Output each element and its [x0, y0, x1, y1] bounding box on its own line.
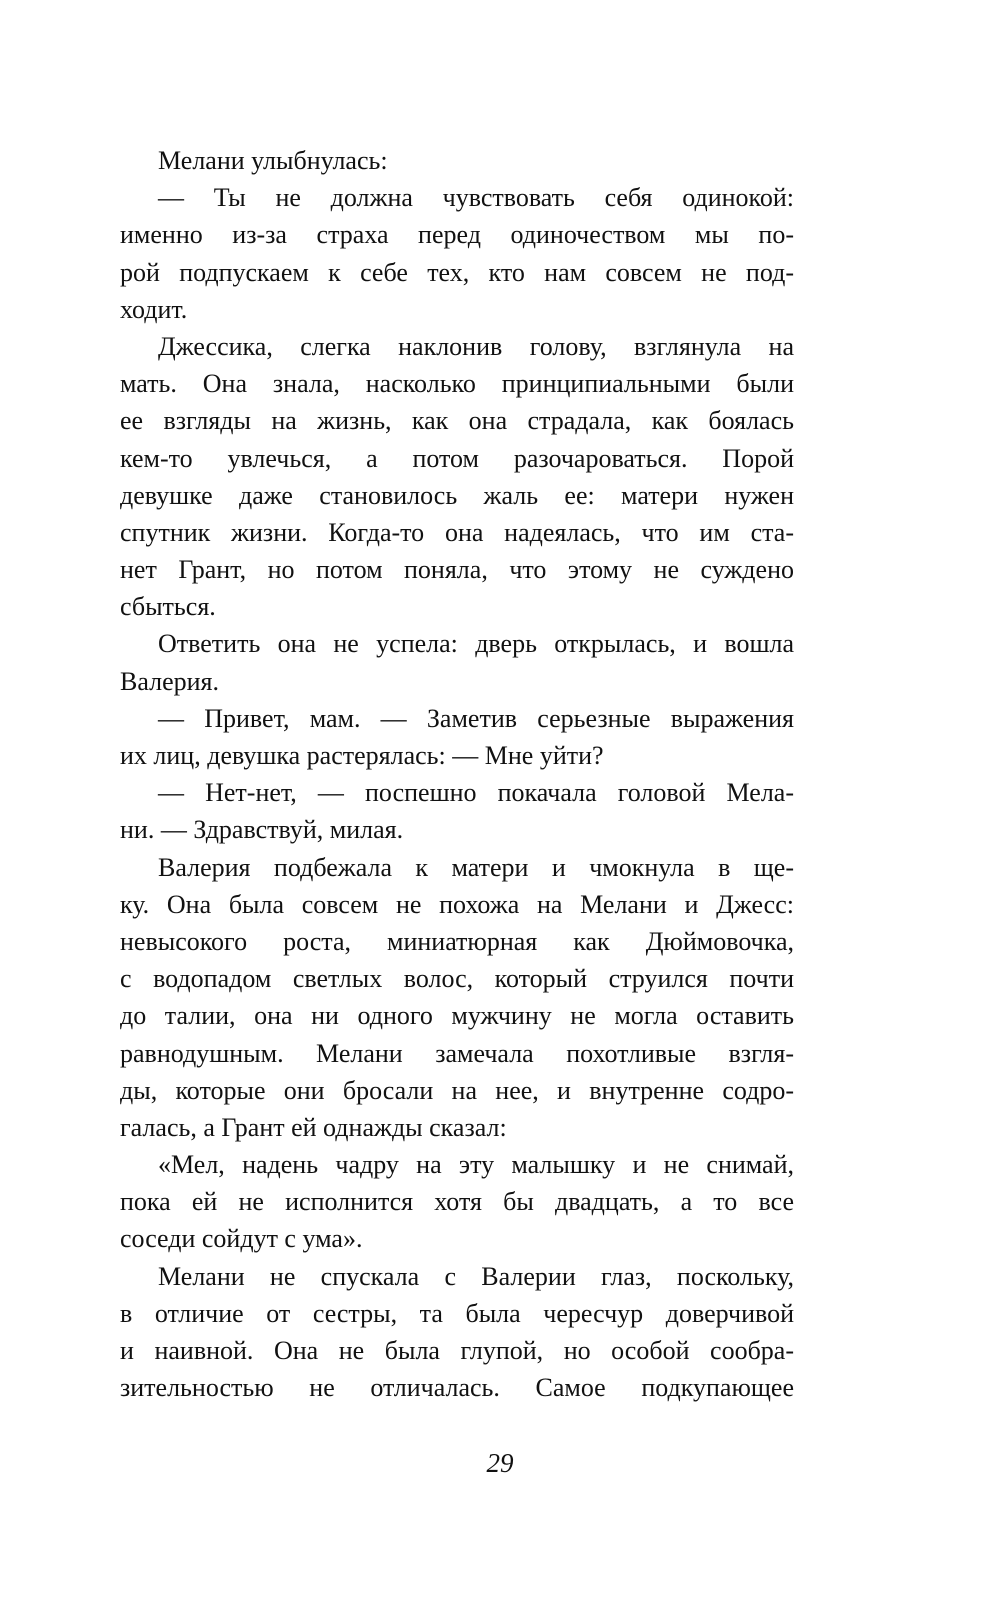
- text-line: — Привет, мам. — Заметив серьезные выражения: [158, 703, 794, 733]
- text-line: нет Грант, но потом поняла, что этому не суждено: [120, 555, 794, 585]
- text-line: ни. — Здравствуй, милая.: [120, 815, 404, 845]
- page-body: [120, 142, 794, 1406]
- text-line: пока ей не исполнится хотя бы двадцать, а то все: [120, 1187, 794, 1217]
- text-line: кем-то увлечься, а потом разочароваться. Порой: [120, 443, 794, 473]
- text-line: галась, а Грант ей однажды сказал:: [120, 1112, 507, 1142]
- text-line: соседи сойдут с ума».: [120, 1224, 363, 1254]
- text-line: — Ты не должна чувствовать себя одинокой:: [158, 183, 794, 213]
- text-line: Мелани не спускала с Валерии глаз, поскольку,: [158, 1261, 794, 1291]
- text-line: ды, которые они бросали на нее, и внутренне содро-: [120, 1075, 794, 1105]
- text-line: — Нет-нет, — поспешно покачала головой Мела-: [158, 778, 794, 808]
- text-line: рой подпускаем к себе тех, кто нам совсем не под-: [120, 257, 794, 287]
- text-line: и наивной. Она не была глупой, но особой сообра-: [120, 1336, 794, 1365]
- text-line: спутник жизни. Когда-то она надеялась, что им ста-: [120, 517, 794, 547]
- text-line: с водопадом светлых волос, который струился почти: [120, 964, 794, 994]
- text-line: Мелани улыбнулась:: [158, 146, 388, 175]
- text-line: ку. Она была совсем не похожа на Мелани и Джесс:: [120, 889, 794, 919]
- text-line: равнодушным. Мелани замечала похотливые взгля-: [120, 1038, 794, 1068]
- text-line: Ответить она не успела: дверь открылась, и вошла: [158, 629, 794, 659]
- text-line: сбыться.: [120, 592, 216, 622]
- text-line: в отличие от сестры, та была чересчур доверчивой: [120, 1298, 794, 1328]
- text-line: Джессика, слегка наклонив голову, взглянула на: [158, 331, 794, 361]
- text-line: именно из-за страха перед одиночеством мы по-: [120, 220, 794, 250]
- text-line: девушке даже становилось жаль ее: матери нужен: [120, 480, 794, 510]
- page-number: 29: [486, 1448, 514, 1478]
- text-line: до талии, она ни одного мужчину не могла оставить: [120, 1001, 794, 1031]
- text-line: мать. Она знала, насколько принципиальными были: [120, 369, 794, 399]
- text-line: Валерия.: [120, 666, 219, 696]
- text-line: Валерия подбежала к матери и чмокнула в ще-: [158, 852, 794, 882]
- text-line: зительностью не отличалась. Самое подкупающее: [120, 1373, 794, 1403]
- text-line: ее взгляды на жизнь, как она страдала, как боялась: [120, 406, 794, 436]
- text-line: ходит.: [120, 294, 188, 324]
- text-line: их лиц, девушка растерялась: — Мне уйти?: [120, 741, 604, 770]
- text-line: «Мел, надень чадру на эту малышку и не снимай,: [158, 1150, 794, 1180]
- text-line: невысокого роста, миниатюрная как Дюймовочка,: [120, 926, 794, 956]
